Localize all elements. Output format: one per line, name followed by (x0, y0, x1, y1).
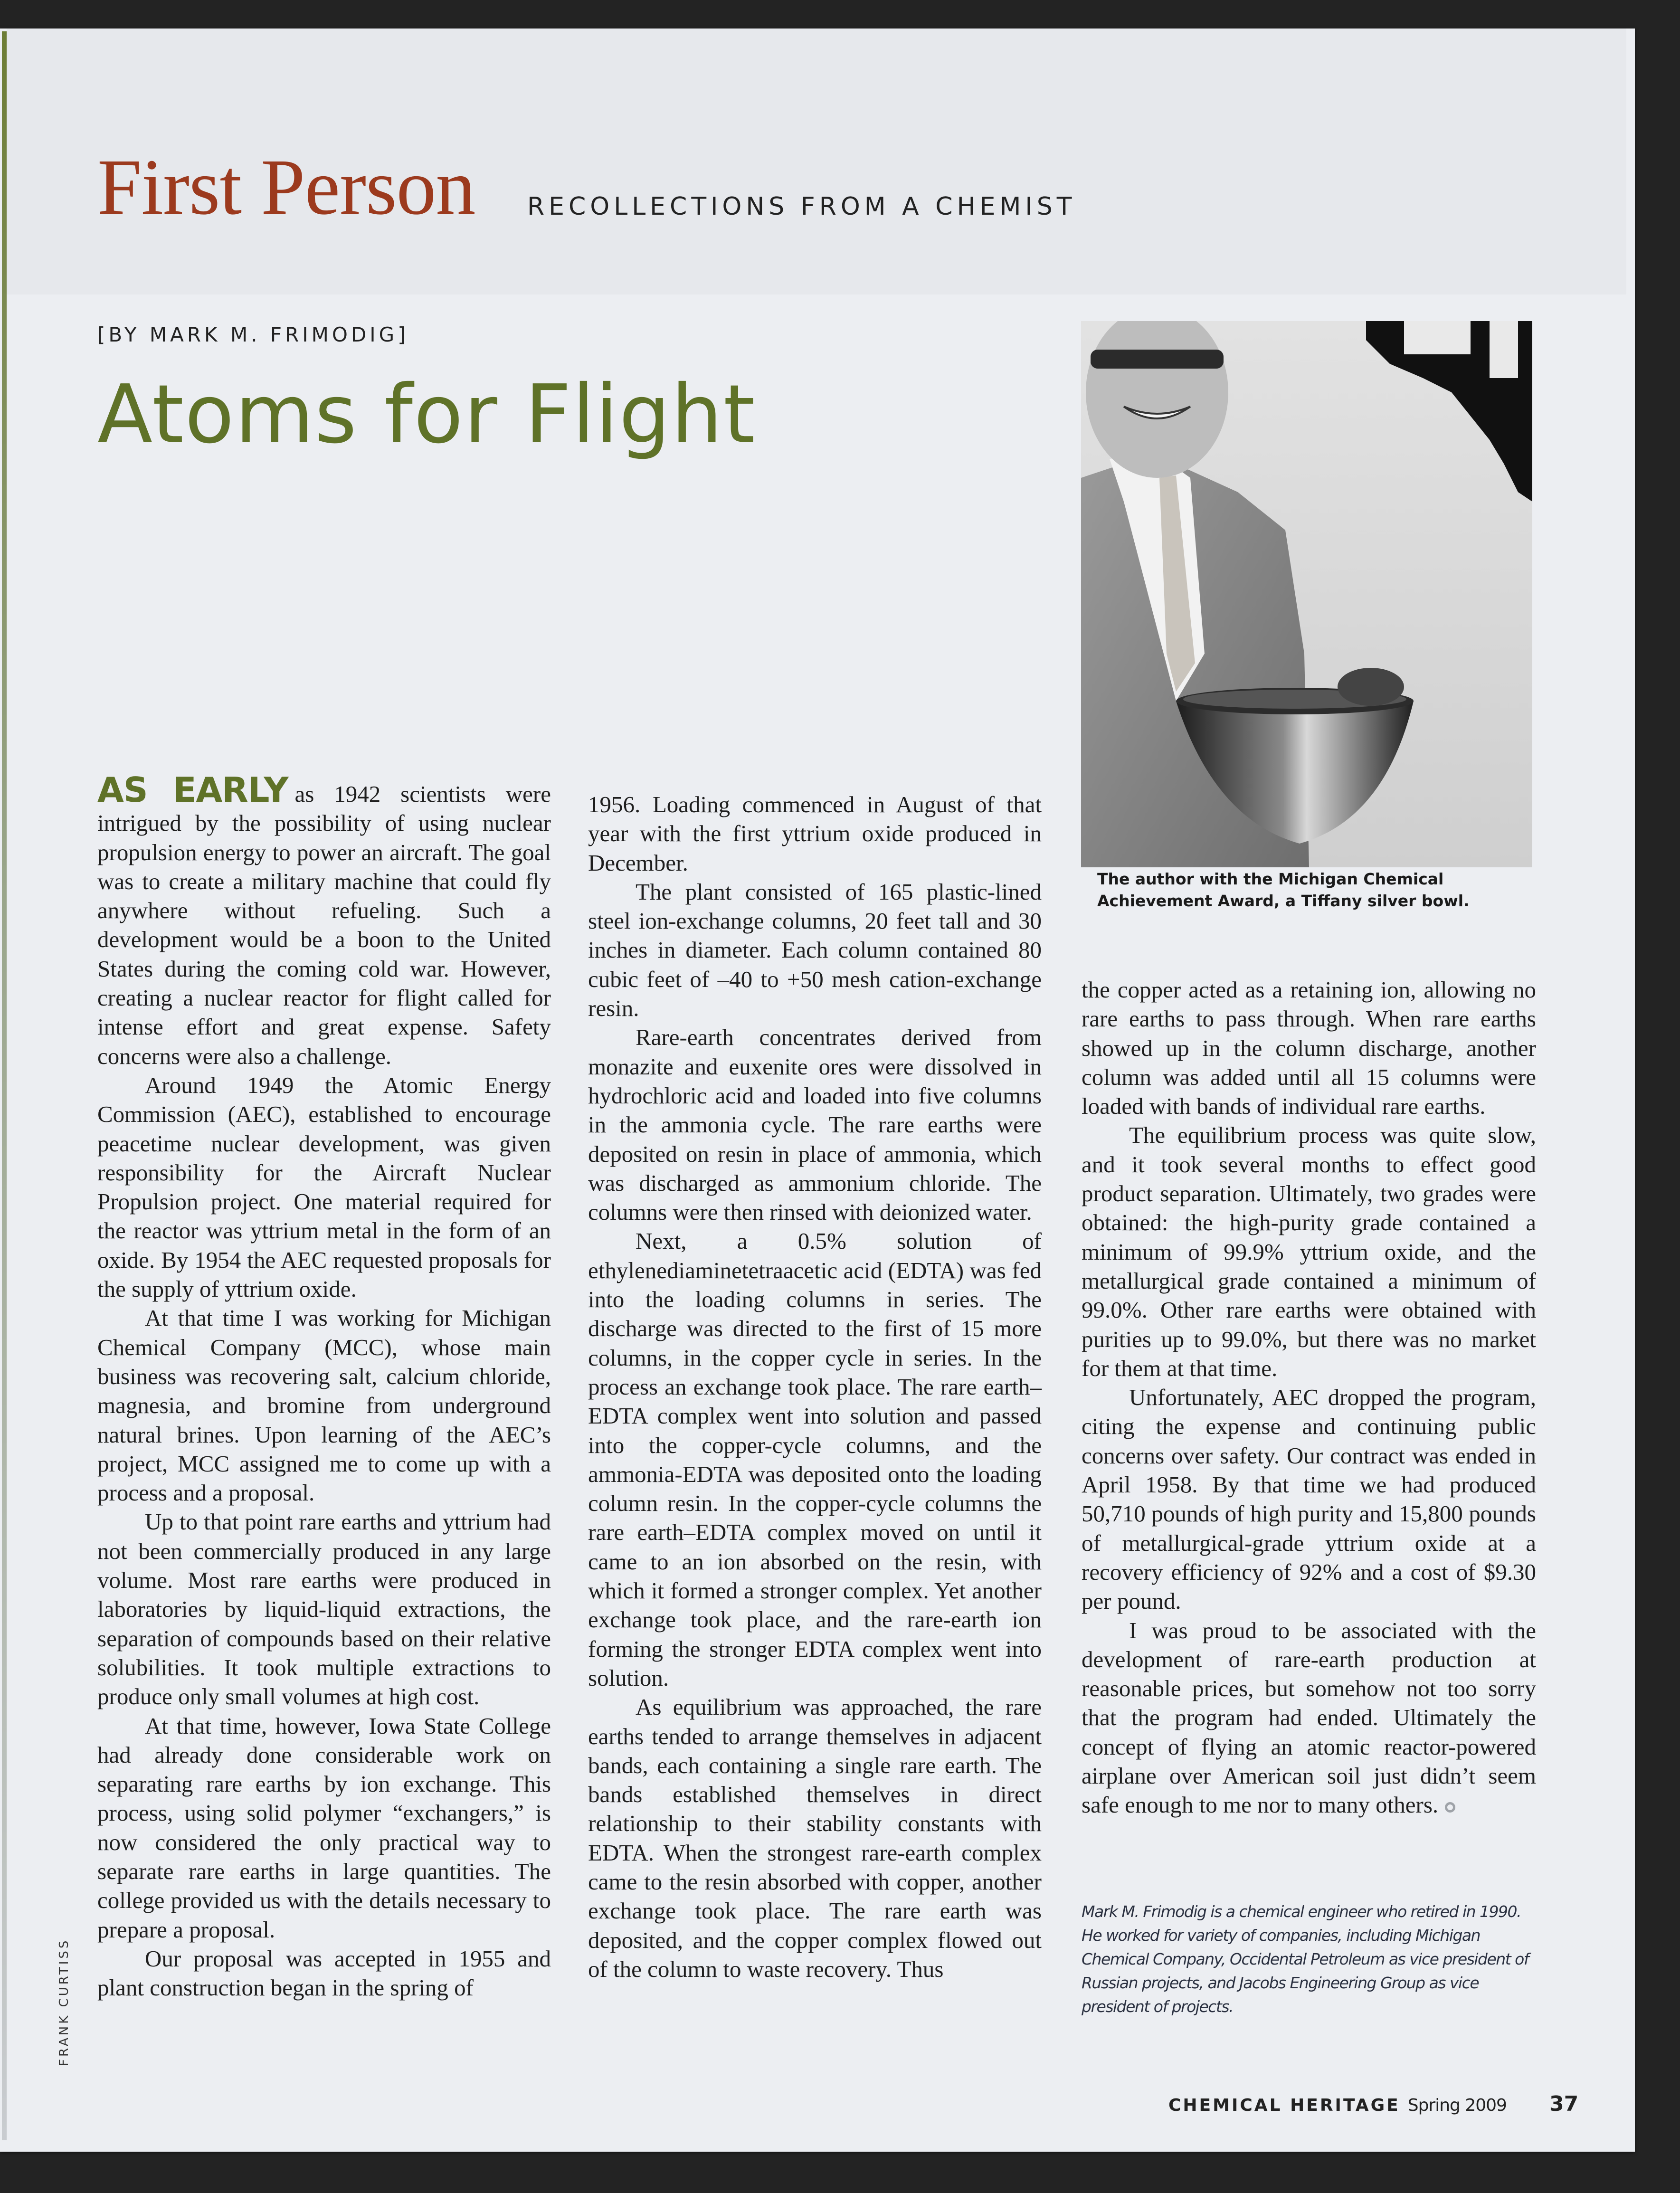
article-column-3 (1082, 975, 1536, 1820)
paragraph: Our proposal was accepted in 1955 and plant construction began in the spring of (97, 1945, 551, 2001)
paragraph: At that time I was working for Michigan Chemical Company (MCC), whose main business was recovering salt, calcium chloride, magnesia, and bromine from underground natural brines. Upon learning of the AEC’s project, MCC assigned me to come up with a process and a proposal. (97, 1305, 551, 1506)
article-column-1 (97, 770, 551, 2002)
byline: [BY MARK M. FRIMODIG] (97, 323, 409, 346)
author-photo (1081, 321, 1532, 867)
drop-cap-lead: AS EARLY (97, 770, 288, 810)
paragraph: Rare-earth concentrates derived from monazite and euxenite ores were dissolved in hydrochloric acid and loaded into five columns in the ammonia cycle. The rare earths were deposited on resin in place of ammonia, which was discharged as ammonium chloride. The columns were then rinsed with deionized water. (588, 1024, 1042, 1225)
photo-caption: The author with the Michigan Chemical Achievement Award, a Tiffany silver bowl. (1097, 870, 1470, 910)
photo-credit: FRANK CURTISS (57, 1938, 71, 2066)
section-title: First Person (97, 143, 475, 231)
paragraph: Up to that point rare earths and yttrium had not been commercially produced in any large volume. Most rare earths were produced in laboratories by liquid-liquid extractions, the separation of compounds based on their relative solubilities. It took multiple extractions to produce only small volumes at high cost. (97, 1509, 551, 1710)
end-of-article-icon (1445, 1802, 1455, 1813)
article-column-2 (588, 790, 1042, 1984)
paragraph: The equilibrium process was quite slow, and it took several months to effect good product separation. Ultimately, two grades were obtained: the high-purity grade contained a minimum of 99.9% yttrium oxide, and the metallurgical grade contained a minimum of 99.0%. Other rare earths were obtained with purities up to 99.0%, but there was no market for them at that time. (1082, 1122, 1536, 1381)
section-subtitle: RECOLLECTIONS FROM A CHEMIST (527, 192, 1076, 221)
paragraph: The plant consisted of 165 plastic-lined steel ion-exchange columns, 20 feet tall and 30 inches in diameter. Each column contained 80 cubic feet of –40 to +50 mesh cation-exchange resin. (588, 878, 1042, 1022)
paragraph: At that time, however, Iowa State College had already done considerable work on separating rare earths by ion exchange. This process, using solid polymer “exchangers,” is now considered the only practical way to separate rare earths in large quantities. The college provided us with the details necessary to prepare a proposal. (97, 1712, 551, 1943)
paragraph: Around 1949 the Atomic Energy Commission (AEC), established to encourage peacetime nuclear development, was given responsibility for the Aircraft Nuclear Propulsion project. One material required for the reactor was yttrium metal in the form of an oxide. By 1954 the AEC requested proposals for the supply of yttrium oxide. (97, 1072, 551, 1302)
paragraph: the copper acted as a retaining ion, allowing no rare earths to pass through. When rare earths showed up in the column discharge, another column was added until all 15 columns were loaded with bands of individual rare earths. (1082, 977, 1536, 1120)
author-photo-illustration (1081, 321, 1532, 867)
page-number: 37 (1549, 2092, 1579, 2116)
page-footer (1168, 2092, 1578, 2116)
paragraph (1082, 1616, 1536, 1820)
magazine-name: CHEMICAL HERITAGE (1168, 2096, 1400, 2115)
author-bio: Mark M. Frimodig is a chemical engineer who retired in 1990. He worked for variety of companies, including Michigan Chemical Company, Occidental Petroleum as vice president of Russian projects, and Jacobs Engineering Group as vice president of projects. (1082, 1902, 1528, 2016)
paragraph: Unfortunately, AEC dropped the program, citing the expense and continuing public concerns over safety. Our contract was ended in April 1958. By that time we had produced 50,710 pounds of high purity and 15,800 pounds of metallurgical-grade yttrium oxide at a recovery efficiency of 92% and a cost of $9.30 per pound. (1082, 1384, 1536, 1614)
paragraph-text: I was proud to be associated with the development of rare-earth production at reasonable prices, but somehow not too sorry that the program had ended. Ultimately the concept of flying an atomic reactor-powered airplane over American soil just didn’t seem safe enough to me nor to many others. (1082, 1617, 1536, 1818)
paragraph: Next, a 0.5% solution of ethylenediaminetetraacetic acid (EDTA) was fed into the loading columns in series. The discharge was directed to the first of 15 more columns, in the copper cycle in series. In the process an exchange took place. The rare earth–EDTA complex went into solution and passed into the copper-cycle columns, and the ammonia-EDTA was deposited onto the loading column resin. In the copper-cycle columns the rare earth–EDTA complex moved on until it came to an ion absorbed on the resin, with which it formed a stronger complex. Yet another exchange took place, and the rare-earth ion forming the stronger EDTA complex went into solution. (588, 1228, 1042, 1691)
paragraph: 1956. Loading commenced in August of that year with the first yttrium oxide produced in December. (588, 791, 1042, 876)
article-title: Atoms for Flight (97, 368, 756, 462)
paragraph (97, 770, 551, 1071)
magazine-page (0, 28, 1635, 2152)
issue-date: Spring 2009 (1407, 2096, 1507, 2115)
paragraph-text: as 1942 scientists were intrigued by the possibility of using nuclear propulsion energy to power an aircraft. The goal was to create a military machine that could fly anywhere without refueling. Such a development would be a boon to the United States during the coming cold war. However, creating a nuclear reactor for flight called for intense effort and great expense. Safety concerns were also a challenge. (97, 781, 551, 1069)
page-edge-left (2, 31, 7, 2140)
paragraph: As equilibrium was approached, the rare earths tended to arrange themselves in adjacent bands, each containing a single rare earth. The bands established themselves in direct relationship to their stability constants with EDTA. When the strongest rare-earth complex came to the resin absorbed with copper, another exchange took place. The rare earth was deposited, and the copper complex flowed out of the column to waste recovery. Thus (588, 1694, 1042, 1982)
